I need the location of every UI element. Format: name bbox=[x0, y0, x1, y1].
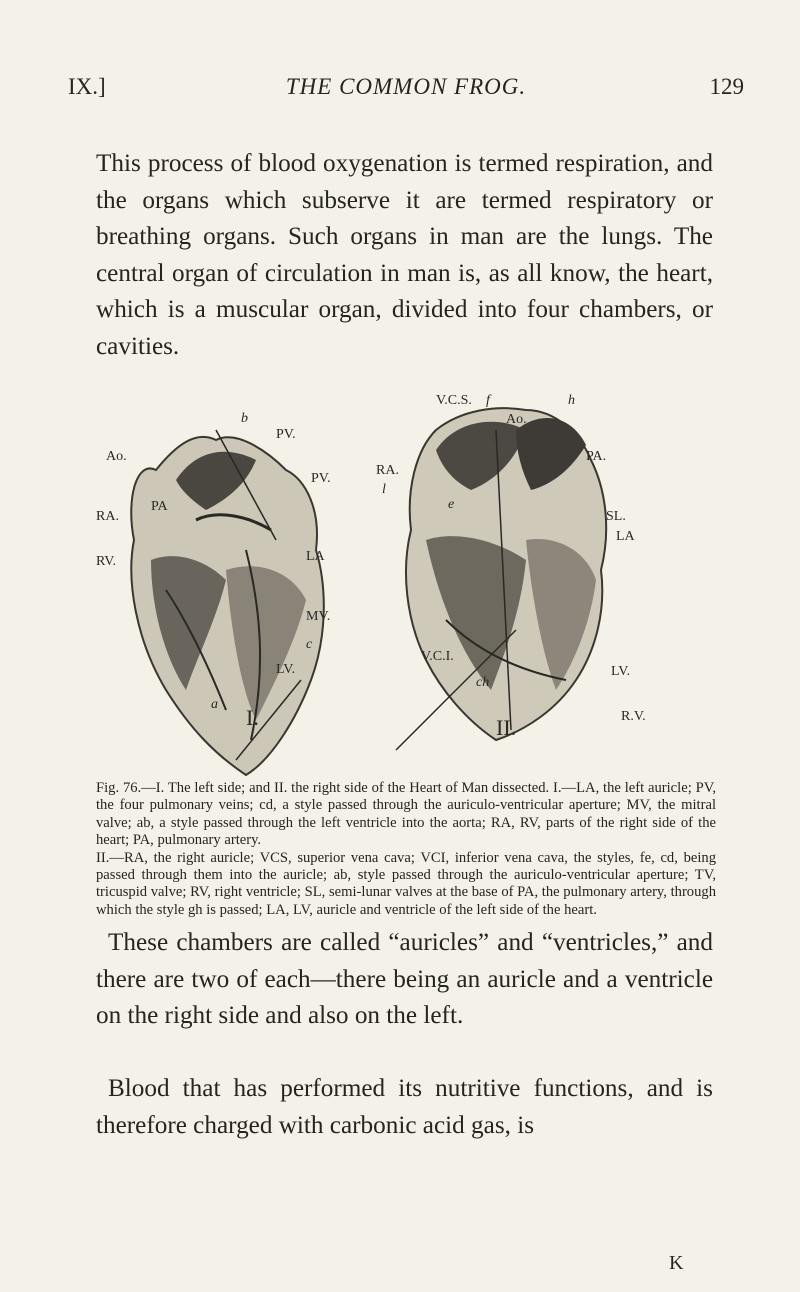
label-la-2: LA bbox=[616, 529, 635, 544]
paragraph-3: Blood that has performed its nutritive functions, and is therefore charged with carbonic acid gas, is bbox=[96, 1075, 713, 1139]
label-rv-2: R.V. bbox=[621, 709, 646, 724]
label-sl-2: SL. bbox=[606, 509, 626, 524]
caption-fig-label: Fig. 76. bbox=[96, 780, 142, 796]
label-l-2: l bbox=[382, 482, 386, 497]
label-la-1: LA bbox=[306, 549, 325, 564]
label-ch-2: ch bbox=[476, 675, 490, 690]
page-number: 129 bbox=[709, 74, 744, 99]
label-ao-2: Ao. bbox=[506, 412, 527, 427]
label-a-1: a bbox=[211, 697, 218, 712]
label-f-2: f bbox=[486, 393, 490, 408]
caption-part-2: II.—RA, the right auricle; VCS, superior vena cava; VCI, inferior vena cava, the styles, fe, cd, being passed through them into the auricle; ab, style passed through the auriculo-ventricular aperture; TV, tricuspid valve; RV, right ventricle; SL, semi-lunar valves at the base of PA, the pulmonary artery, through which the style gh is passed; LA, LV, auricle and ventricle of the left side of the heart. bbox=[96, 849, 716, 918]
label-pa-2: PA. bbox=[586, 449, 607, 464]
caption-part-1: Fig. 76.—I. The left side; and II. the right side of the Heart of Man dissected. I.—LA, the left auricle; PV, the four pulmonary veins; cd, a style passed through the auriculo-ventricular aperture; MV, the mitral valve; ab, a style passed through the left ventricle into the aorta; RA, RV, parts of the right side of the heart; PA, pulmonary artery. bbox=[96, 780, 716, 849]
label-pv-1a: PV. bbox=[276, 427, 296, 442]
label-lv-2: LV. bbox=[611, 664, 631, 679]
label-ra-1: RA. bbox=[96, 509, 119, 524]
panel-2-numeral: II. bbox=[496, 715, 517, 740]
label-rv-1: RV. bbox=[96, 554, 117, 569]
label-pv-1b: PV. bbox=[311, 471, 331, 486]
heart-figure bbox=[96, 390, 736, 805]
label-e-2: e bbox=[448, 497, 455, 512]
running-title: THE COMMON FROG. bbox=[285, 74, 527, 99]
label-h-2: h bbox=[568, 393, 575, 408]
figure-caption bbox=[96, 780, 716, 919]
label-c-1: c bbox=[306, 637, 313, 652]
running-header bbox=[68, 74, 744, 114]
panel-2-drawing bbox=[396, 408, 606, 750]
label-lv-1: LV. bbox=[276, 662, 296, 677]
label-vci-2: V.C.I. bbox=[421, 649, 454, 664]
heart-illustration bbox=[96, 390, 736, 805]
label-mv-1: MV. bbox=[306, 609, 331, 624]
label-ra-2: RA. bbox=[376, 463, 399, 478]
paragraph-2: These chambers are called “auricles” and “ventricles,” and there are two of each—there being an auricle and a ventricle on the right side and also on the left. bbox=[96, 929, 713, 1029]
label-vcs-2: V.C.S. bbox=[436, 393, 472, 408]
paragraph-1: This process of blood oxygenation is termed respiration, and the organs which subserve it are termed respiratory or breathing organs. Such organs in man are the lungs. The central organ of circulation in man is, as all know, the heart, which is a muscular organ, divided into four chambers, or cavities. bbox=[96, 150, 713, 360]
panel-1-drawing bbox=[131, 430, 324, 775]
label-pa-1: PA bbox=[151, 499, 168, 514]
panel-1-numeral: I. bbox=[246, 705, 259, 730]
label-ao-1: Ao. bbox=[106, 449, 127, 464]
signature-mark: K bbox=[669, 1252, 684, 1274]
chapter-number: IX.] bbox=[68, 74, 106, 99]
caption-text-1: I. The left side; and II. the right side of the Heart of Man dissected. I.—LA, the left auricle; PV, the four pulmonary veins; cd, a style passed through the auriculo-ventricular aperture; MV, the mitral valve; ab, a style passed through the left ventricle into the aorta; RA, RV, parts of the right side of the heart; PA, pulmonary artery. bbox=[96, 780, 716, 849]
label-b-1: b bbox=[241, 411, 248, 426]
